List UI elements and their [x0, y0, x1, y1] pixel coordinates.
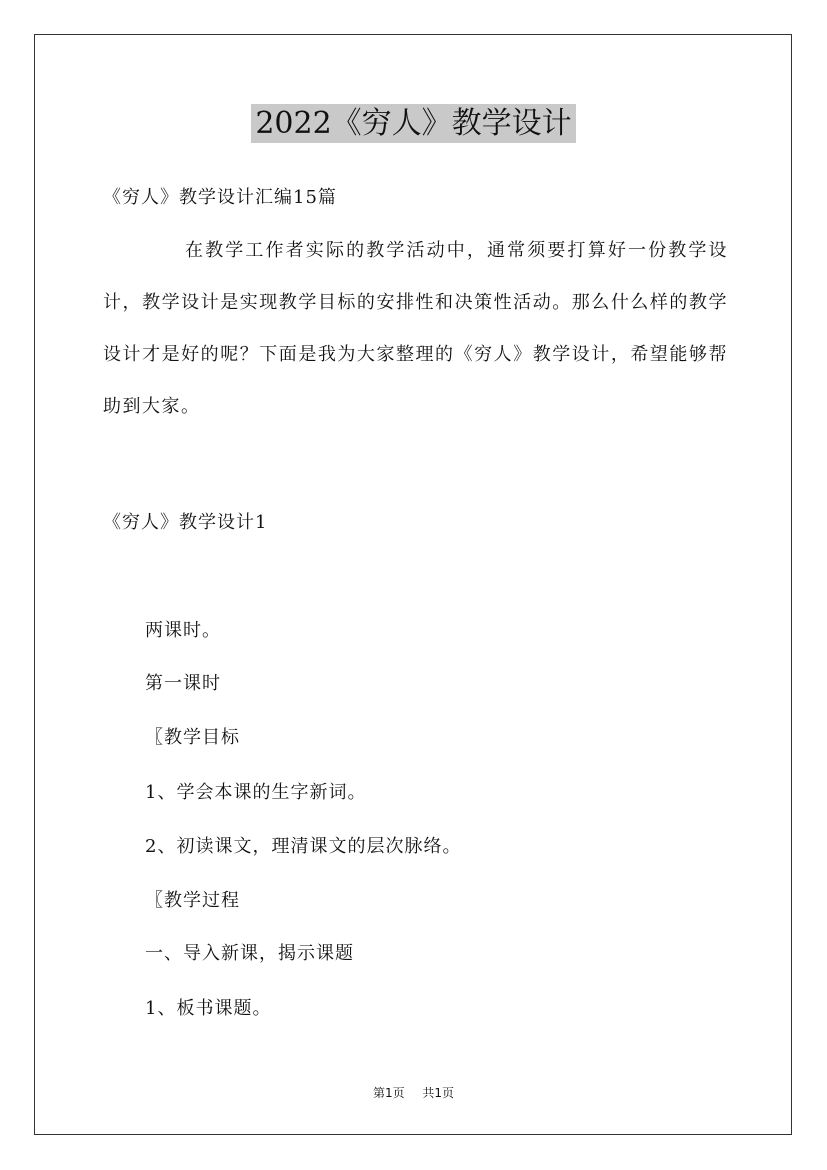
list-item: 两课时。 [145, 620, 221, 641]
page-total: 共1页 [422, 1086, 455, 1100]
list-item: 1、板书课题。 [145, 998, 272, 1019]
section-heading: 《穷人》教学设计1 [103, 512, 268, 533]
list-item: 第一课时 [145, 673, 221, 694]
page-footer [0, 1084, 827, 1101]
document-subtitle: 《穷人》教学设计汇编15篇 [103, 187, 337, 208]
list-item: 一、导入新课，揭示课题 [145, 943, 354, 964]
list-item: 2、初读课文，理清课文的层次脉络。 [145, 836, 462, 857]
document-title: 2022《穷人》教学设计 [251, 104, 575, 143]
document-title-wrapper [0, 98, 827, 142]
list-item: 1、学会本课的生字新词。 [145, 782, 367, 803]
page-number: 第1页 [372, 1086, 405, 1100]
list-item: 〖教学目标 [145, 727, 240, 748]
list-item: 〖教学过程 [145, 890, 240, 911]
intro-paragraph: 在教学工作者实际的教学活动中，通常须要打算好一份教学设计，教学设计是实现教学目标的安排性和决策性活动。那么什么样的教学设计才是好的呢？下面是我为大家整理的《穷人》教学设计，希望能够帮助到大家。 [103, 240, 728, 417]
